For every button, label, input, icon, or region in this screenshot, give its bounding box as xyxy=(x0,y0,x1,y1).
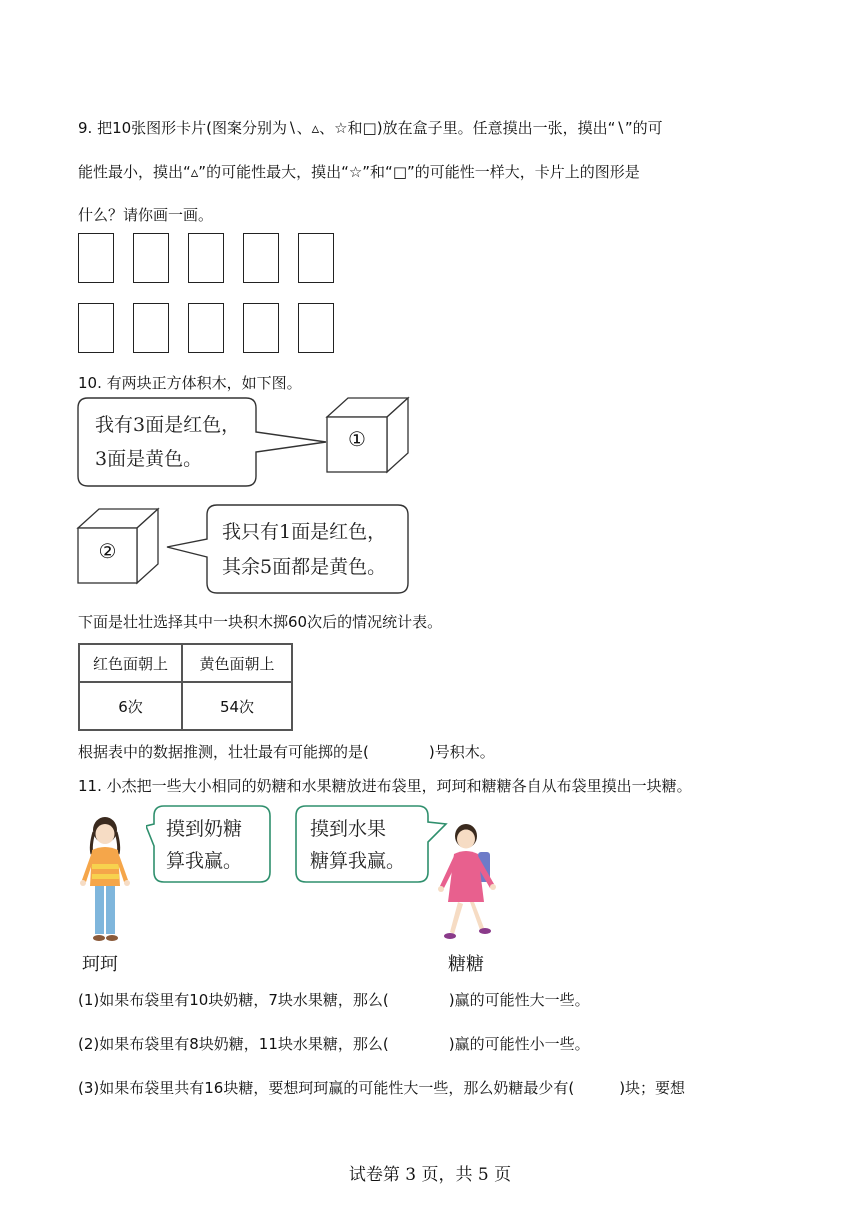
bubble2-line1: 我只有1面是红色， xyxy=(222,521,387,543)
card-box[interactable] xyxy=(133,233,169,283)
bubble1-line1: 我有3面是红色， xyxy=(95,414,241,436)
q11-bubble2-line1: 摸到水果 xyxy=(310,818,387,840)
card-box[interactable] xyxy=(133,303,169,353)
table-row xyxy=(79,682,292,730)
card-box[interactable] xyxy=(188,303,224,353)
q11-bubble1-line2: 算我赢。 xyxy=(166,850,243,872)
table-header-row xyxy=(79,644,292,682)
q11-text-line1: 11. 小杰把一些大小相同的奶糖和水果糖放进布袋里，珂珂和糖糖各自从布袋里摸出一块糖。 xyxy=(78,777,692,795)
card-box[interactable] xyxy=(243,233,279,283)
table-header-cell: 红色面朝上 xyxy=(79,644,182,682)
card-box[interactable] xyxy=(298,303,334,353)
q9-text-line3: 什么？请你画一画。 xyxy=(78,206,214,224)
q9-text-line1: 9. 把10张图形卡片(图案分别为∖、▵、☆和□)放在盒子里。任意摸出一张，摸出“∖”的可 xyxy=(78,119,663,137)
q10-text-line1: 10. 有两块正方体积木，如下图。 xyxy=(78,374,302,392)
q9-text-line2: 能性最小，摸出“▵”的可能性最大，摸出“☆”和“□”的可能性一样大，卡片上的图形是 xyxy=(78,163,640,181)
card-box[interactable] xyxy=(188,233,224,283)
q10-conclusion: 根据表中的数据推测，壮壮最有可能掷的是( )号积木。 xyxy=(78,743,495,761)
q11-bubble2-line2: 糖算我赢。 xyxy=(310,850,406,872)
girl-keke-figure xyxy=(74,814,136,948)
q11-sub2: (2)如果布袋里有8块奶糖，11块水果糖，那么( )赢的可能性小一些。 xyxy=(78,1035,590,1053)
q11-sub3: (3)如果布袋里共有16块糖，要想珂珂赢的可能性大一些，那么奶糖最少有( )块；要想 xyxy=(78,1079,686,1097)
table-cell: 54次 xyxy=(182,682,292,730)
card-box[interactable] xyxy=(298,233,334,283)
cube1-label: ① xyxy=(348,427,366,451)
bubble2-line2: 其余5面都是黄色。 xyxy=(222,556,387,578)
bubble1-line2: 3面是黄色。 xyxy=(95,448,203,470)
table-cell: 6次 xyxy=(79,682,182,730)
card-box[interactable] xyxy=(78,303,114,353)
page-footer: 试卷第 3 页，共 5 页 xyxy=(348,1165,512,1185)
name-keke: 珂珂 xyxy=(82,954,118,975)
stat-table xyxy=(78,643,293,731)
girl-tangtang-figure xyxy=(432,822,504,946)
q10-intro: 下面是壮壮选择其中一块积木掷60次后的情况统计表。 xyxy=(78,613,443,631)
table-header-cell: 黄色面朝上 xyxy=(182,644,292,682)
q11-sub1: (1)如果布袋里有10块奶糖，7块水果糖，那么( )赢的可能性大一些。 xyxy=(78,991,590,1009)
cube2-label: ② xyxy=(98,539,117,563)
q11-bubble1-line1: 摸到奶糖 xyxy=(166,818,243,840)
card-box[interactable] xyxy=(78,233,114,283)
name-tangtang: 糖糖 xyxy=(448,954,484,975)
card-box[interactable] xyxy=(243,303,279,353)
